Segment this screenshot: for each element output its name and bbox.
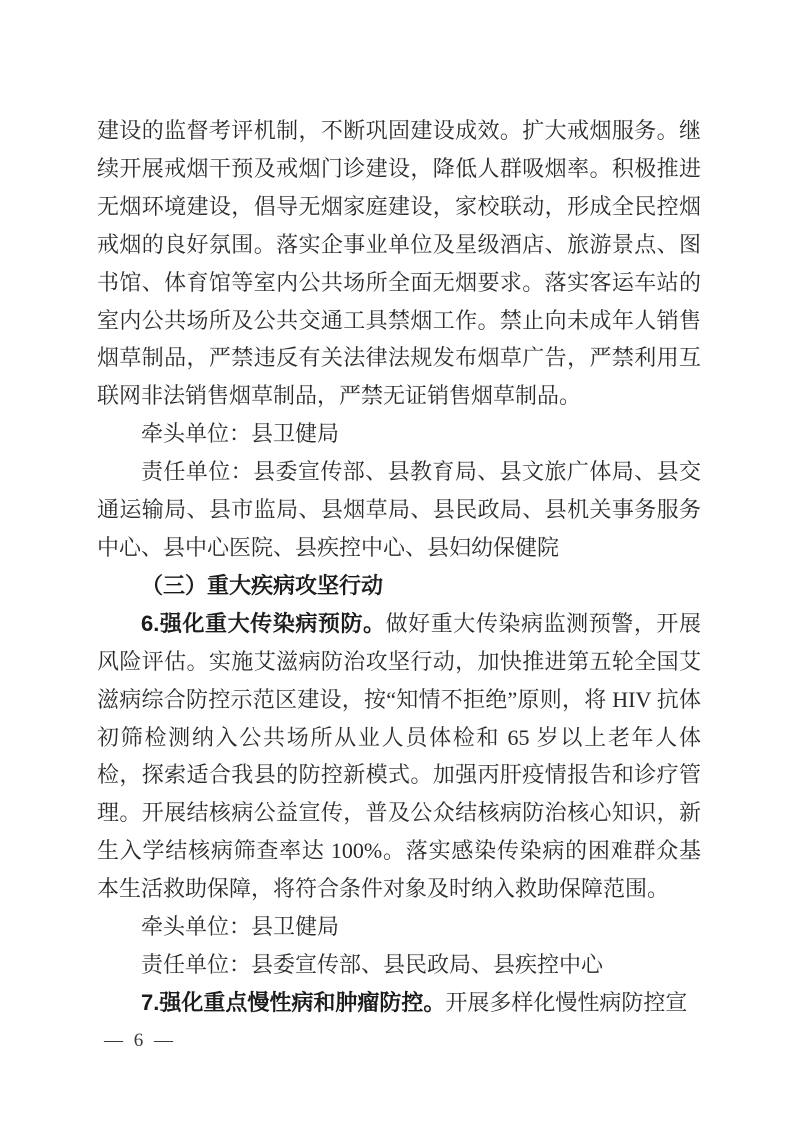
text-segment: 建设的监督考评机制，不断巩固建设成效。扩大戒烟服务。继续开展戒烟干预及戒烟门诊建设，降低人群吸烟率。积极推进无烟环境建设，倡导无烟家庭建设，家校联动，形成全民控烟戒烟的良好氛围。落实企事业单位及星级酒店、旅游景点、图书馆、体育馆等室内公共场所全面无烟要求。落实客运车站的室内公共场所及公共交通工具禁烟工作。禁止向未成年人销售烟草制品，严禁违反有关法律法规发布烟草广告，严禁利用互联网非法销售烟草制品，严禁无证销售烟草制品。 (97, 118, 701, 409)
text-segment: 开展多样化慢性病防控宣 (445, 989, 688, 1015)
text-segment: 责任单位：县委宣传部、县教育局、县文旅广体局、县交通运输局、县市监局、县烟草局、县民政局、县机关事务服务中心、县中心医院、县疾控中心、县妇幼保健院 (97, 459, 701, 560)
paragraph-item-6-infectious-disease (97, 605, 701, 908)
paragraph-smoking-control (97, 112, 701, 415)
page-number: — 6 — (104, 1030, 176, 1051)
text-segment: 责任单位：县委宣传部、县民政局、县疾控中心 (141, 951, 604, 977)
paragraph-responsible-units-1 (97, 453, 701, 567)
document-body (97, 112, 701, 1022)
paragraph-lead-unit-1 (97, 415, 701, 453)
page-footer (104, 1030, 176, 1052)
section-heading-text: （三）重大疾病攻坚行动 (141, 572, 384, 598)
paragraph-lead-unit-2 (97, 908, 701, 946)
item-6-title-segment: 6.强化重大传染病预防。 (141, 610, 386, 636)
section-heading-major-disease (97, 567, 701, 605)
text-segment: 做好重大传染病监测预警，开展风险评估。实施艾滋病防治攻坚行动，加快推进第五轮全国艾滋病综合防控示范区建设，按“知情不拒绝”原则，将 HIV 抗体初筛检测纳入公共场所从业人员体检和 65 岁以上老年人体检，探索适合我县的防控新模式。加强丙肝疫情报告和诊疗管理。开展结核病公益宣传，普及公众结核病防治核心知识，新生入学结核病筛查率达 100%。落实感染传染病的困难群众基本生活救助保障，将符合条件对象及时纳入救助保障范围。 (97, 610, 701, 902)
paragraph-responsible-units-2 (97, 946, 701, 984)
text-segment: 牵头单位：县卫健局 (141, 421, 340, 447)
paragraph-item-7-chronic-disease (97, 984, 701, 1022)
item-7-title-segment: 7.强化重点慢性病和肿瘤防控。 (141, 989, 446, 1015)
text-segment: 牵头单位：县卫健局 (141, 914, 340, 940)
